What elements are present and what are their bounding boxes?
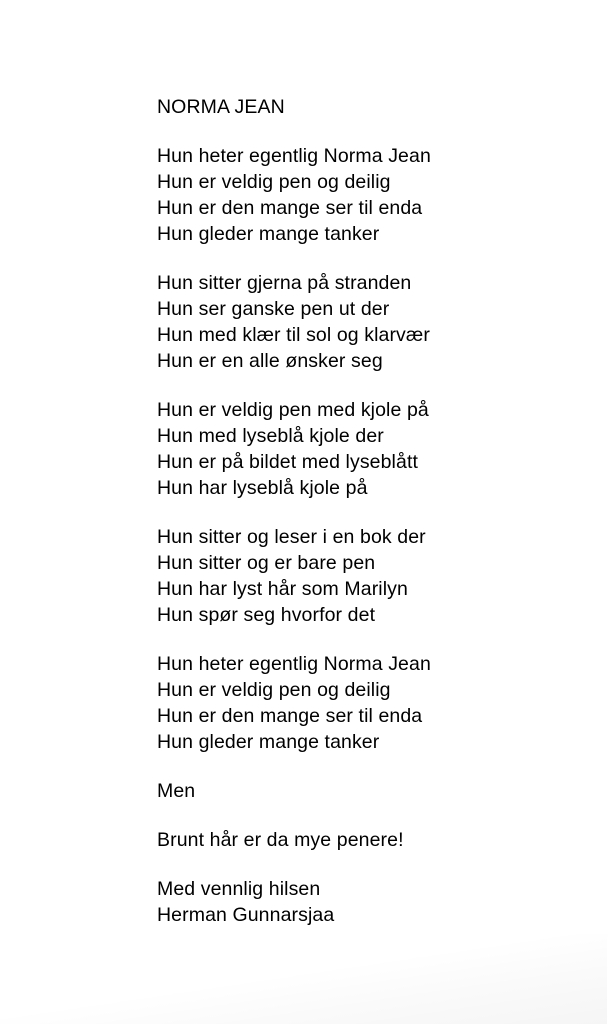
interjection-block xyxy=(157,778,557,804)
poem-line: Hun har lyseblå kjole på xyxy=(157,477,368,499)
poem-line: Hun spør seg hvorfor det xyxy=(157,604,376,626)
poem-line: Hun ser ganske pen ut der xyxy=(157,298,390,320)
poem-line: Hun sitter gjerna på stranden xyxy=(157,272,412,294)
poem-line: Hun gleder mange tanker xyxy=(157,731,380,753)
signoff-name: Herman Gunnarsjaa xyxy=(157,904,335,926)
poem-line: Hun har lyst hår som Marilyn xyxy=(157,578,408,600)
poem-document xyxy=(157,94,557,951)
poem-line: Hun med lyseblå kjole der xyxy=(157,425,384,447)
poem-line: Hun heter egentlig Norma Jean xyxy=(157,653,431,675)
poem-title-block xyxy=(157,94,557,120)
poem-line: Hun er på bildet med lyseblått xyxy=(157,451,418,473)
stanza-1 xyxy=(157,143,557,247)
stanza-4 xyxy=(157,524,557,628)
poem-line: Hun er den mange ser til enda xyxy=(157,705,423,727)
punchline-block xyxy=(157,827,557,853)
poem-line: Hun gleder mange tanker xyxy=(157,223,380,245)
poem-line: Hun er veldig pen og deilig xyxy=(157,171,391,193)
stanza-5 xyxy=(157,651,557,755)
poem-line: Hun heter egentlig Norma Jean xyxy=(157,145,431,167)
poem-line: Hun sitter og er bare pen xyxy=(157,552,376,574)
poem-line: Hun er den mange ser til enda xyxy=(157,197,423,219)
poem-title: NORMA JEAN xyxy=(157,96,285,118)
signoff-greeting: Med vennlig hilsen xyxy=(157,878,321,900)
poem-line: Hun er en alle ønsker seg xyxy=(157,350,383,372)
poem-line: Hun er veldig pen med kjole på xyxy=(157,399,429,421)
poem-line: Hun er veldig pen og deilig xyxy=(157,679,391,701)
stanza-2 xyxy=(157,270,557,374)
stanza-3 xyxy=(157,397,557,501)
signoff-block xyxy=(157,876,557,928)
interjection-text: Men xyxy=(157,780,196,802)
poem-line: Hun med klær til sol og klarvær xyxy=(157,324,430,346)
poem-line: Hun sitter og leser i en bok der xyxy=(157,526,426,548)
punchline-text: Brunt hår er da mye penere! xyxy=(157,829,404,851)
